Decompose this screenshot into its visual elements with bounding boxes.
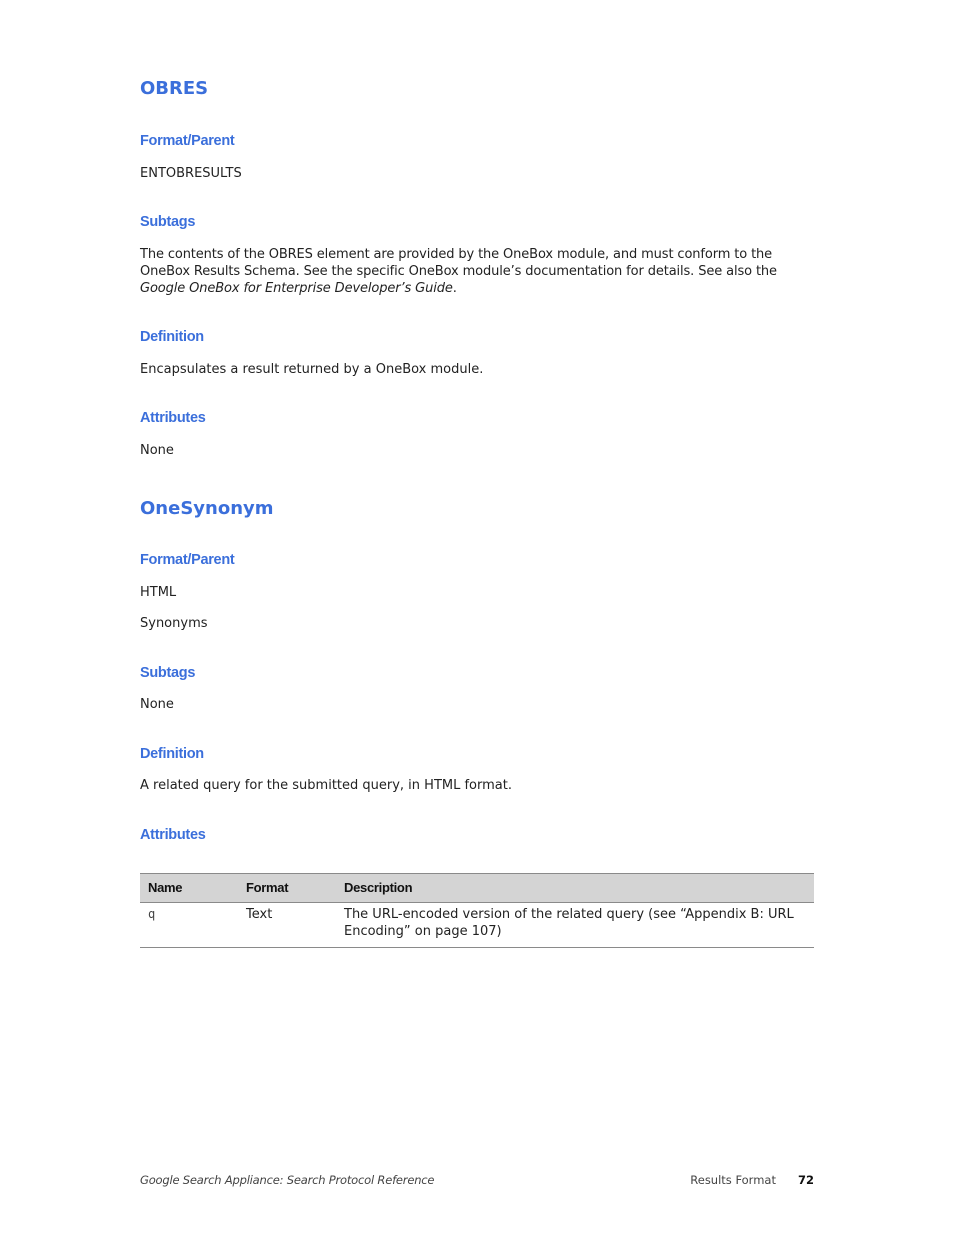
- footer-doc-title: Google Search Appliance: Search Protocol Reference: [140, 1173, 435, 1187]
- attributes-table: [140, 873, 814, 948]
- column-header-description: Description: [336, 874, 814, 903]
- table-row: [140, 903, 814, 948]
- definition-text: A related query for the submitted query, in HTML format.: [140, 778, 512, 793]
- format-parent-value: HTML: [140, 585, 177, 600]
- subtags-line-last: Google OneBox for Enterprise Developer’s Guide.: [140, 281, 457, 296]
- definition-text: Encapsulates a result returned by a OneBox module.: [140, 362, 484, 377]
- definition-heading: Definition: [140, 746, 204, 762]
- format-parent-value: Synonyms: [140, 616, 208, 631]
- subtags-line: OneBox Results Schema. See the specific OneBox module’s documentation for details. See also the: [140, 264, 777, 279]
- format-parent-value: ENTOBRESULTS: [140, 166, 242, 181]
- section-title-onesynonym: OneSynonym: [140, 498, 274, 519]
- definition-heading: Definition: [140, 329, 204, 345]
- column-header-name: Name: [140, 874, 238, 903]
- format-parent-heading: Format/Parent: [140, 133, 235, 149]
- attributes-heading: Attributes: [140, 410, 206, 426]
- column-header-format: Format: [238, 874, 336, 903]
- attributes-value: None: [140, 443, 174, 458]
- section-title-obres: OBRES: [140, 78, 209, 99]
- footer-section: Results Format: [690, 1173, 776, 1187]
- attribute-name: q: [140, 903, 238, 948]
- attribute-description: The URL-encoded version of the related query (see “Appendix B: URL Encoding” on page 107): [336, 903, 814, 948]
- subtags-value: None: [140, 697, 174, 712]
- subtags-heading: Subtags: [140, 665, 196, 681]
- subtags-line: The contents of the OBRES element are provided by the OneBox module, and must conform to the: [140, 247, 773, 262]
- table-header-row: [140, 874, 814, 903]
- guide-title: Google OneBox for Enterprise Developer’s Guide: [140, 281, 453, 296]
- attribute-format: Text: [238, 903, 336, 948]
- subtags-paragraph: [140, 246, 814, 297]
- footer-right: [690, 1173, 814, 1187]
- page-number: 72: [797, 1173, 814, 1187]
- format-parent-heading: Format/Parent: [140, 552, 235, 568]
- attributes-heading: Attributes: [140, 827, 206, 843]
- subtags-heading: Subtags: [140, 214, 196, 230]
